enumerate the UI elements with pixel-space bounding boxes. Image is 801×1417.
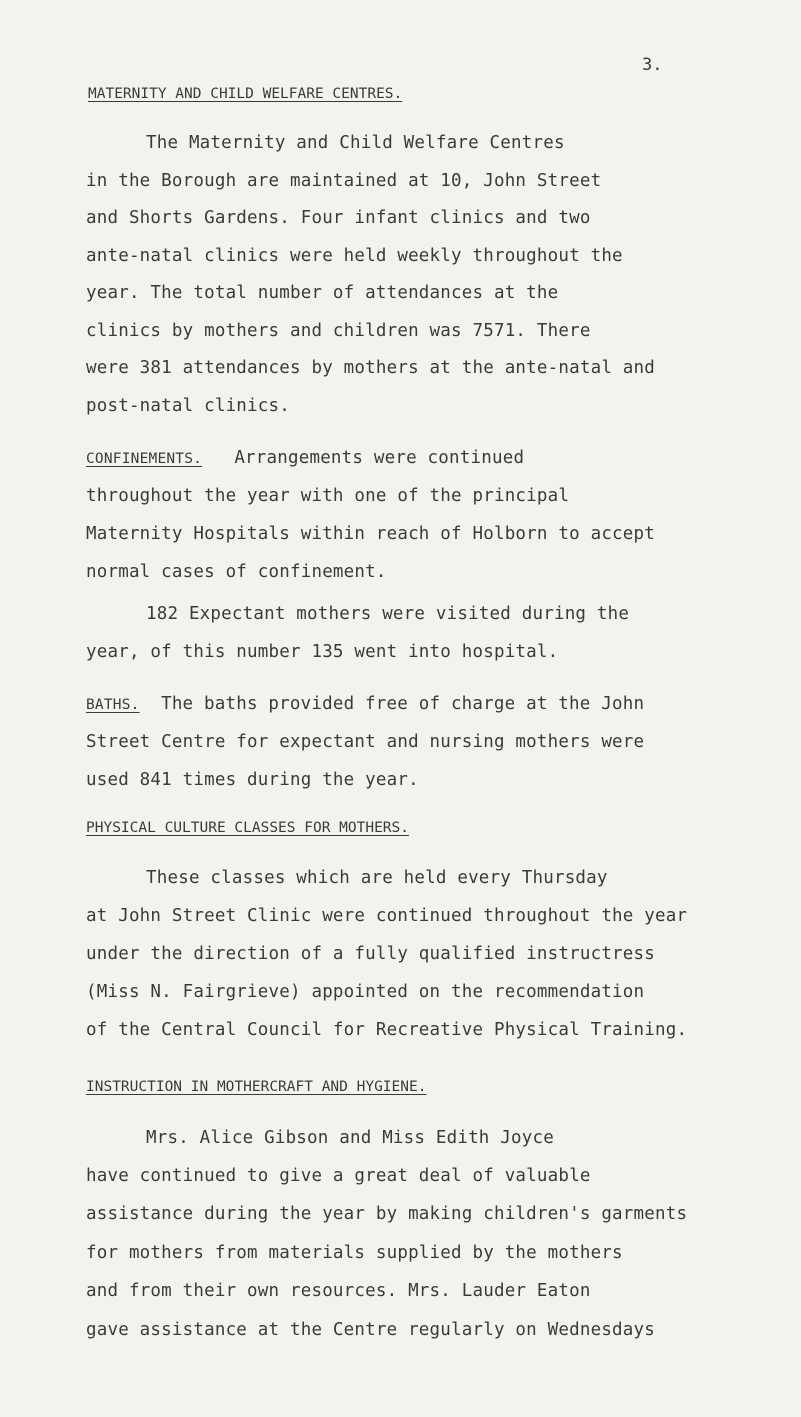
confinements-line: year, of this number 135 went into hospital. [86,642,559,662]
baths-line: Street Centre for expectant and nursing mothers were [86,732,645,752]
physical-culture-heading: PHYSICAL CULTURE CLASSES FOR MOTHERS. [86,820,410,836]
confinements-first-line [86,448,524,468]
confinements-line: Maternity Hospitals within reach of Holborn to accept [86,524,656,544]
maternity-heading: MATERNITY AND CHILD WELFARE CENTRES. [88,86,403,102]
instruction-line: assistance during the year by making children's garments [86,1204,688,1224]
maternity-line: were 381 attendances by mothers at the ante-natal and [86,358,656,378]
confinements-first-text: Arrangements were continued [234,448,525,468]
baths-first-line [86,694,644,714]
maternity-line: post-natal clinics. [86,396,290,416]
instruction-line: have continued to give a great deal of valuable [86,1166,591,1186]
physical-culture-line: of the Central Council for Recreative Physical Training. [86,1020,688,1040]
maternity-line: in the Borough are maintained at 10, John Street [86,171,602,191]
physical-culture-line: at John Street Clinic were continued throughout the year [86,906,688,926]
physical-culture-line: under the direction of a fully qualified instructress [86,944,656,964]
maternity-line: year. The total number of attendances at the [86,283,559,303]
confinements-line: normal cases of confinement. [86,562,387,582]
maternity-line: and Shorts Gardens. Four infant clinics and two [86,208,591,228]
confinements-line: throughout the year with one of the principal [86,486,570,506]
instruction-heading: INSTRUCTION IN MOTHERCRAFT AND HYGIENE. [86,1079,427,1095]
baths-heading: BATHS. [86,697,140,713]
maternity-line: ante-natal clinics were held weekly throughout the [86,246,623,266]
maternity-line: The Maternity and Child Welfare Centres [146,133,565,153]
confinements-line: 182 Expectant mothers were visited during the [146,604,630,624]
physical-culture-line: (Miss N. Fairgrieve) appointed on the recommendation [86,982,645,1002]
baths-first-text: The baths provided free of charge at the John [161,694,645,714]
confinements-heading: CONFINEMENTS. [86,451,203,467]
instruction-line: Mrs. Alice Gibson and Miss Edith Joyce [146,1128,554,1148]
maternity-line: clinics by mothers and children was 7571. There [86,321,591,341]
page-number: 3. [642,55,663,75]
physical-culture-line: These classes which are held every Thursday [146,868,608,888]
instruction-line: gave assistance at the Centre regularly on Wednesdays [86,1320,656,1340]
baths-line: used 841 times during the year. [86,770,419,790]
instruction-line: and from their own resources. Mrs. Lauder Eaton [86,1281,591,1301]
instruction-line: for mothers from materials supplied by the mothers [86,1243,623,1263]
